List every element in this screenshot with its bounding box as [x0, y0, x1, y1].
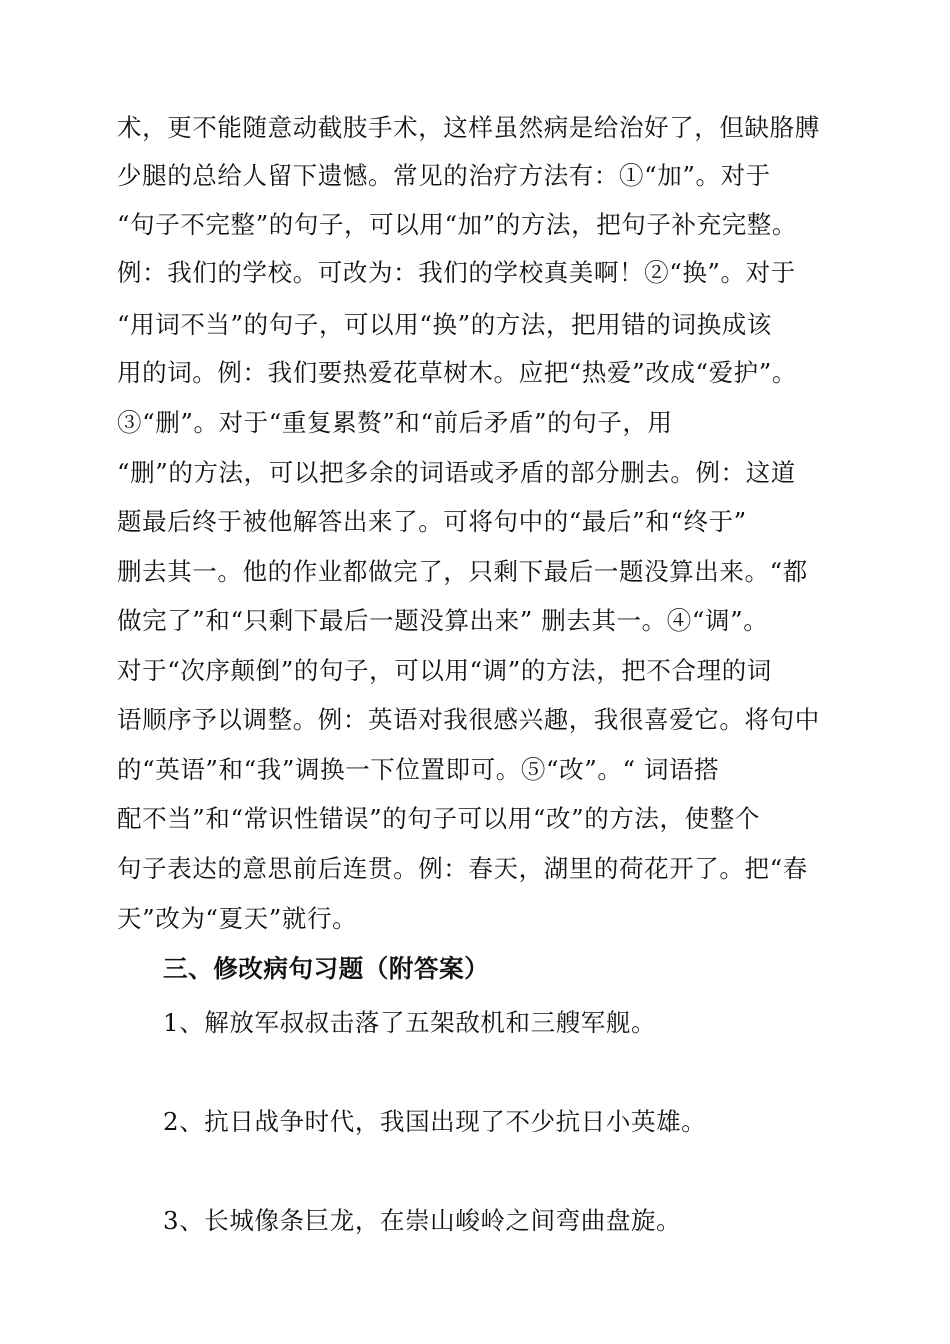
- exercise-item: 2、抗日战争时代，我国出现了不少抗日小英雄。: [163, 1107, 707, 1136]
- paragraph-line: “删”的方法，可以把多余的词语或矛盾的部分删去。例：这道: [117, 458, 796, 487]
- paragraph-line: “句子不完整”的句子，可以用“加”的方法，把句子补充完整。: [117, 210, 797, 239]
- paragraph-line: 语顺序予以调整。例：英语对我很感兴趣，我很喜爱它。将句中: [117, 705, 820, 734]
- paragraph-line: 天”改为“夏天”就行。: [117, 904, 358, 933]
- paragraph-line: 对于“次序颠倒”的句子，可以用“调”的方法，把不合理的词: [117, 656, 772, 685]
- paragraph-line: 配不当”和“常识性错误”的句子可以用“改”的方法，使整个: [117, 804, 760, 833]
- paragraph-line: 做完了”和“只剩下最后一题没算出来” 删去其一。④“调”。: [117, 606, 769, 635]
- paragraph-line: 句子表达的意思前后连贯。例：春天，湖里的荷花开了。把“春: [117, 854, 808, 883]
- paragraph-line: 术，更不能随意动截肢手术，这样虽然病是给治好了，但缺胳膊: [117, 113, 820, 142]
- paragraph-line: 题最后终于被他解答出来了。可将句中的“最后”和“终于”: [117, 507, 747, 536]
- paragraph-line: 用的词。例：我们要热爱花草树木。应把“热爱”改成“爱护”。: [117, 358, 797, 387]
- paragraph-line: ③“删”。对于“重复累赘”和“前后矛盾”的句子，用: [117, 408, 673, 437]
- exercise-item: 1、解放军叔叔击落了五架敌机和三艘军舰。: [163, 1008, 657, 1037]
- section-heading: 三、修改病句习题（附答案）: [163, 954, 490, 983]
- paragraph-line: “用词不当”的句子，可以用“换”的方法，把用错的词换成该: [117, 310, 772, 339]
- exercise-item: 3、长城像条巨龙，在崇山峻岭之间弯曲盘旋。: [163, 1206, 682, 1235]
- paragraph-line: 删去其一。他的作业都做完了，只剩下最后一题没算出来。“都: [117, 557, 808, 586]
- paragraph-line: 少腿的总给人留下遗憾。常见的治疗方法有：①“加”。对于: [117, 161, 771, 190]
- paragraph-line: 的“英语”和“我”调换一下位置即可。⑤“改”。“ 词语搭: [117, 755, 720, 784]
- paragraph-line: 例：我们的学校。可改为：我们的学校真美啊！②“换”。对于: [117, 258, 796, 287]
